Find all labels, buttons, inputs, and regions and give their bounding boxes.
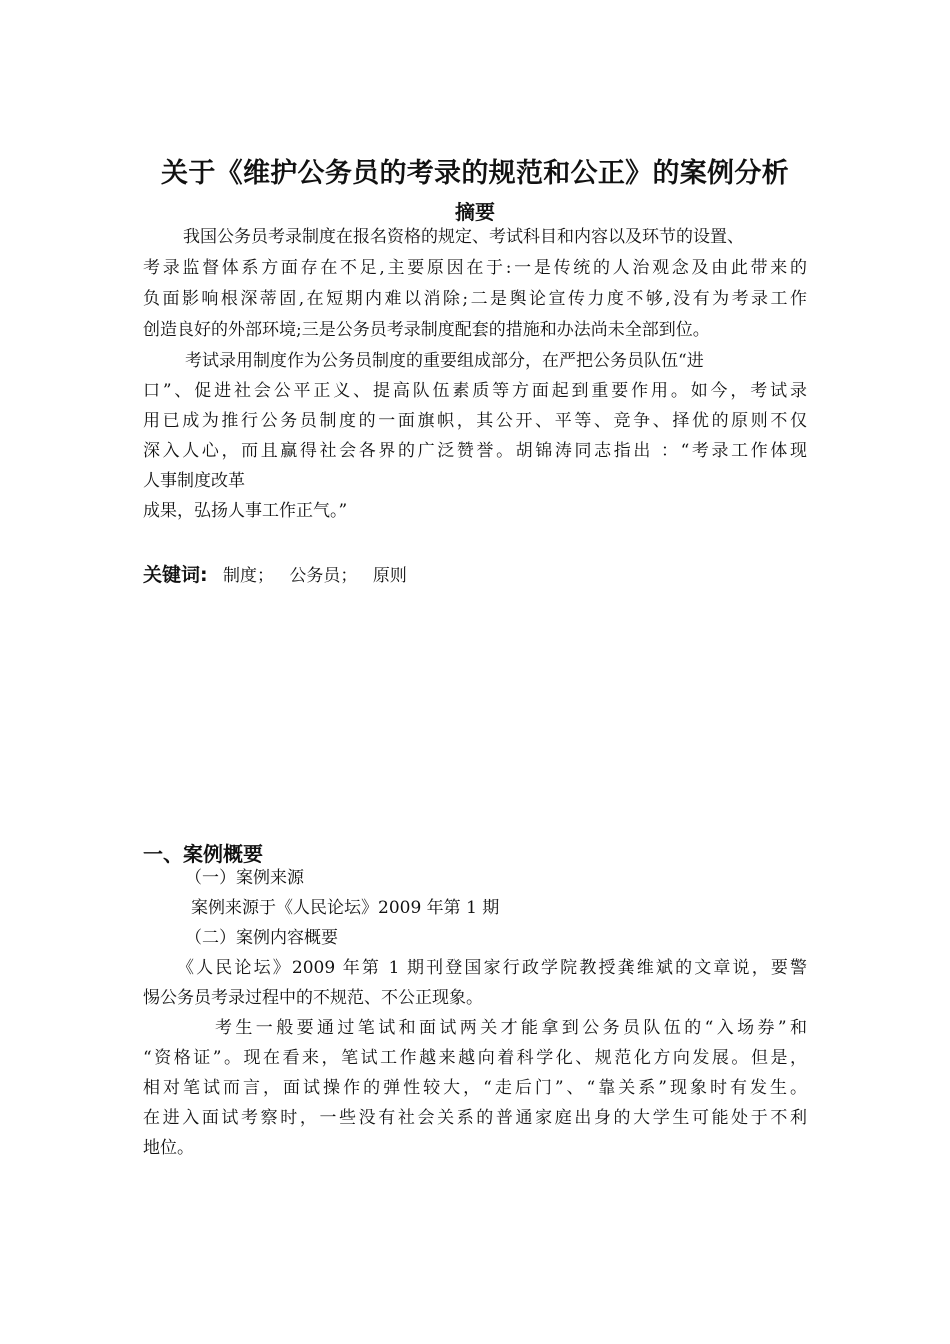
source-text: 案例来源于《人民论坛》2009 年第 1 期 [191,898,500,918]
summary-p1-line-2: 惕公务员考录过程中的不规范、不公正现象。 [143,988,483,1008]
keywords-label: 关键词: [143,564,208,586]
keyword-3: 原则 [372,566,407,586]
summary-p2-line-3: 相对笔试而言，面试操作的弹性较大，“走后门”、“靠关系”现象时有发生。 [143,1078,807,1098]
abstract-heading: 摘要 [455,200,495,224]
abstract-p1-line-2: 考录监督体系方面存在不足,主要原因在于:一是传统的人治观念及由此带来的 [143,258,807,278]
abstract-p2-line-5: 人事制度改革 [143,471,245,491]
abstract-p2-line-3: 用已成为推行公务员制度的一面旗帜，其公开、平等、竞争、择优的原则不仅 [143,411,807,431]
keyword-1: 制度； [223,566,275,586]
abstract-p2-line-2: 口”、促进社会公平正义、提高队伍素质等方面起到重要作用。如今，考试录 [143,381,807,401]
summary-p2-line-5: 地位。 [143,1138,194,1158]
keywords-row [143,561,407,590]
summary-p2-line-2: “资格证”。现在看来，笔试工作越来越向着科学化、规范化方向发展。但是， [143,1048,807,1068]
abstract-p2-line-4: 深入人心，而且赢得社会各界的广泛赞誉。胡锦涛同志指出 ：“考录工作体现 [143,441,807,461]
abstract-p1-line-3: 负面影响根深蒂固,在短期内难以消除;二是舆论宣传力度不够,没有为考录工作 [143,289,807,309]
abstract-p1-line-4: 创造良好的外部环境;三是公务员考录制度配套的措施和办法尚未全部到位。 [143,320,710,340]
abstract-p2-line-6: 成果，弘扬人事工作正气。” [143,501,348,521]
document-title: 关于《维护公务员的考录的规范和公正》的案例分析 [161,158,789,189]
subsection-heading-summary: （二）案例内容概要 [185,928,338,948]
keyword-2: 公务员； [289,566,358,586]
summary-p2-line-4: 在进入面试考察时，一些没有社会关系的普通家庭出身的大学生可能处于不利 [143,1108,807,1128]
summary-p1-line-1: 《人民论坛》2009 年第 1 期刊登国家行政学院教授龚维斌的文章说，要警 [177,958,807,978]
abstract-p2-line-1: 考试录用制度作为公务员制度的重要组成部分，在严把公务员队伍“进 [185,351,704,371]
abstract-p1-line-1: 我国公务员考录制度在报名资格的规定、考试科目和内容以及环节的设置、 [183,227,744,247]
subsection-heading-source: （一）案例来源 [185,868,304,888]
summary-p2-line-1: 考生一般要通过笔试和面试两关才能拿到公务员队伍的“入场券”和 [215,1018,807,1038]
section-heading: 一、案例概要 [143,842,263,866]
